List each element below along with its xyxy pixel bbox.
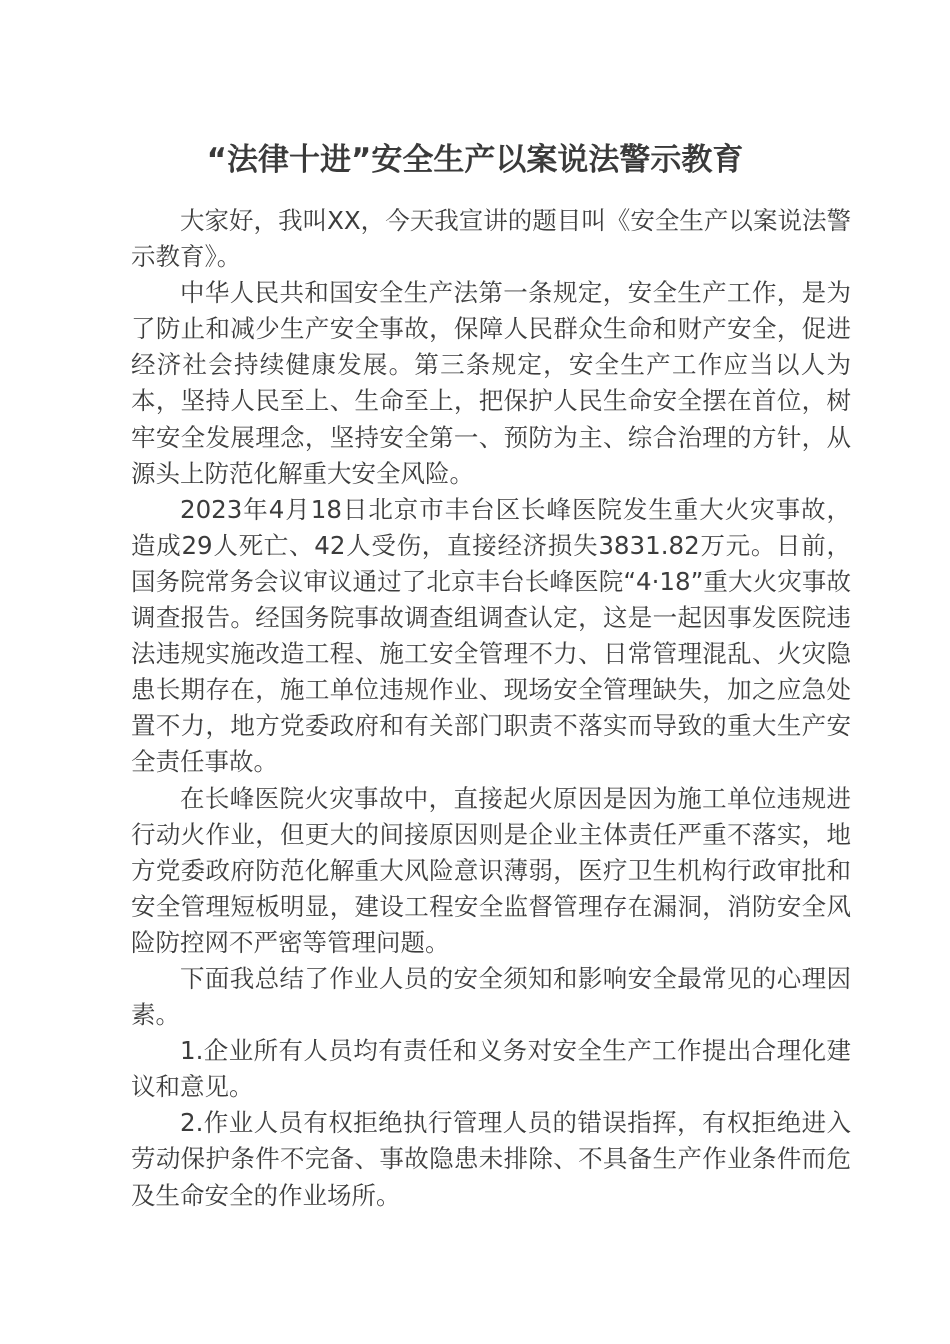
paragraph-summary-intro: 下面我总结了作业人员的安全须知和影响安全最常见的心理因素。 [131,963,851,1030]
document-title: “法律十进”安全生产以案说法警示教育 [206,142,744,178]
paragraph-item-2: 2.作业人员有权拒绝执行管理人员的错误指挥，有权拒绝进入劳动保护条件不完备、事故隐患未排除、不具备生产作业条件而危及生命安全的作业场所。 [131,1108,851,1210]
paragraph-greeting: 大家好，我叫XX，今天我宣讲的题目叫《安全生产以案说法警示教育》。 [131,206,851,272]
paragraph-law-articles: 中华人民共和国安全生产法第一条规定，安全生产工作，是为了防止和减少生产安全事故，保障人民群众生命和财产安全，促进经济社会持续健康发展。第三条规定，安全生产工作应当以人为本，坚持人民至上、生命至上，把保护人民生命安全摆在首位，树牢安全发展理念，坚持安全第一、预防为主、综合治理的方针，从源头上防范化解重大安全风险。 [131,278,851,488]
paragraph-causes: 在长峰医院火灾事故中，直接起火原因是因为施工单位违规进行动火作业，但更大的间接原因则是企业主体责任严重不落实，地方党委政府防范化解重大风险意识薄弱，医疗卫生机构行政审批和安全管理短板明显，建设工程安全监督管理存在漏洞，消防安全风险防控网不严密等管理问题。 [131,783,851,957]
document-body [131,203,851,1214]
paragraph-item-1: 1.企业所有人员均有责任和义务对安全生产工作提出合理化建议和意见。 [131,1036,851,1102]
paragraph-fire-accident: 2023年4月18日北京市丰台区长峰医院发生重大火灾事故，造成29人死亡、42人受伤，直接经济损失3831.82万元。日前，国务院常务会议审议通过了北京丰台长峰医院“4·18”重大火灾事故调查报告。经国务院事故调查组调查认定，这是一起因事发医院违法违规实施改造工程、施工安全管理不力、日常管理混乱、火灾隐患长期存在，施工单位违规作业、现场安全管理缺失，加之应急处置不力，地方党委政府和有关部门职责不落实而导致的重大生产安全责任事故。 [131,494,851,777]
